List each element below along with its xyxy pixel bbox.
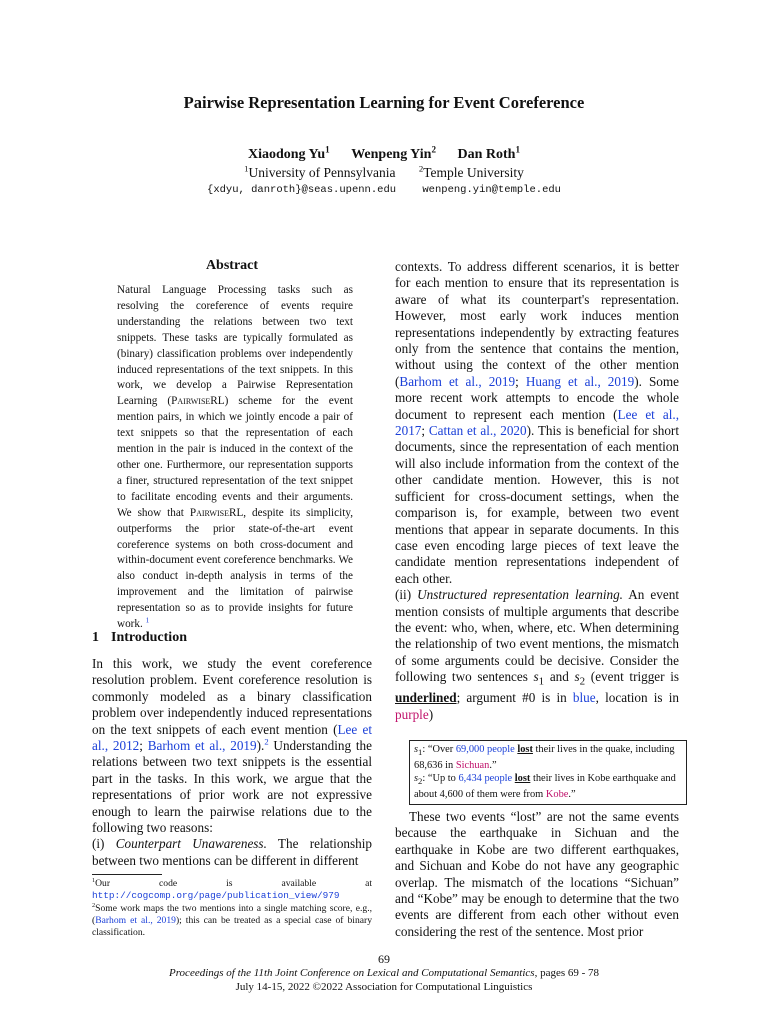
example-box xyxy=(409,740,687,805)
section-heading: 1 Introduction xyxy=(92,630,187,645)
footnote-link[interactable]: 1 xyxy=(145,616,150,625)
citation-link[interactable]: Barhom et al., 2019 xyxy=(399,373,516,389)
footnote: $^2$Some work maps the two mentions into a single matching score, e.g., (Barhom et al., 2019); this can be treated as a special case of binary classification. xyxy=(92,901,372,938)
example-sentence: $s_1$: “Over 69,000 people lost their lives in the quake, including 68,636 in Sichuan.” xyxy=(414,744,675,772)
abstract-body: Natural Language Processing tasks such as resolving the coreference of events require understanding the relations between two text snippets. These tasks are typically formulated as (binary) classification problems over independently induced representations of the text snippets. In this work, we develop a Pairwise Representation Learning (PairwiseRL) scheme for the event mention pairs, in which we jointly encode a pair of text snippets so that the representation of each mention in the pair is induced in the context of the other one. Furthermore, our representation supports a finer, structured representation of the text snippet to facilitate encoding events and their arguments. We show that PairwiseRL, despite its simplicity, outperforms the prior state-of-the-art event coreference systems on both cross-document and within-document event coreference benchmarks. We also conduct in-depth analysis in terms of the improvement and the limitation of pairwise representation so as to provide insights for future work. $^1$ xyxy=(117,284,354,631)
citation-link[interactable]: Cattan et al., 2020 xyxy=(428,423,527,439)
citation-link[interactable]: Barhom et al., 2019 xyxy=(147,738,257,754)
right-column-body-continued: These two events “lost” are not the same events because the earthquake in Sichuan and the earthquake in Kobe are two different earthquakes, and Sichuan and Kobe do not have any geographic overlap. The mismatch of the locations “Sichuan” and “Kobe” may be enough to determine that the two events are different from each other without even considering the rest of the sentence. Most prior xyxy=(395,809,679,939)
abstract-heading: Abstract xyxy=(205,258,259,273)
author: Wenpeng Yin$^2$ xyxy=(351,144,436,162)
affiliation: $^1$University of Pennsylvania xyxy=(244,163,396,180)
affiliation: $^2$Temple University xyxy=(418,163,524,180)
email-list xyxy=(0,184,768,196)
footnote-divider xyxy=(92,874,162,875)
citation-link[interactable]: Lee et al., 2012 xyxy=(92,721,372,754)
author: Dan Roth$^1$ xyxy=(457,144,521,162)
copyright-line: July 14-15, 2022 ©2022 Association for Computational Linguistics xyxy=(235,981,533,993)
proceedings-line: Proceedings of the 11th Joint Conference on Lexical and Computational Semantics, pages 69 - 78 xyxy=(168,967,600,979)
citation-link[interactable]: Huang et al., 2019 xyxy=(525,373,635,389)
footnotes xyxy=(92,878,372,940)
email: {xdyu, danroth}@seas.upenn.edu xyxy=(207,184,397,196)
page-number: 69 xyxy=(378,952,390,966)
affiliation-list xyxy=(0,165,768,181)
intro-body: In this work, we study the event coreference resolution problem. Event coreference resolution is commonly modeled as a binary classification problem over independently induced representations on the text snippets of each event mention (Lee et al., 2012; Barhom et al., 2019).$^2$ Understanding the relations between two text snippets is the essential part in the tasks. In this work, we argue that the representations of prior work are not expressive enough to learn the pairwise relations due to the following two reasons: (i) Counterpart Unawareness. The relationship between two mentions can be different in different xyxy=(92,656,372,868)
paper-title: Pairwise Representation Learning for Event Coreference xyxy=(183,93,585,112)
author-list xyxy=(0,144,768,163)
author: Xiaodong Yu$^1$ xyxy=(247,144,330,162)
citation-link[interactable]: Lee et al., 2017 xyxy=(395,406,679,439)
citation-link[interactable]: Barhom et al., 2019 xyxy=(95,915,176,926)
example-sentence: $s_2$: “Up to 6,434 people lost their lives in Kobe earthquake and about 4,600 of them were from Kobe.” xyxy=(414,773,676,801)
footnote-link[interactable]: 2 xyxy=(264,736,269,747)
footnote: $^1$Our code is available at http://cogcomp.org/page/publication_view/979 xyxy=(92,876,372,901)
email: wenpeng.yin@temple.edu xyxy=(422,184,561,196)
right-column-body: contexts. To address different scenarios, it is better for each mention to ensure that its representation is aware of what its counterpart's representation. However, most early work induces mention representations independently by extracting features only from the sentence that contains the mention, without using the context of the other mention (Barhom et al., 2019; Huang et al., 2019). Some more recent work attempts to encode the whole document to represent each mention (Lee et al., 2017; Cattan et al., 2020). This is beneficial for short documents, since the representation of each mention will also include information from the context of the other candidate mention. However, this is not sufficient for cross-document settings, when the comparison is, for example, between two event mentions that appear in separate documents. In this case even encoding large pieces of text leave the candidate mention representations independent of each other. (ii) Unstructured representation learning. An event mention consists of multiple arguments that describe the event: who, when, where, etc. When determining the relationship of two event mentions, the mismatch of some arguments could be decisive. Consider the following two sentences $s_1$ and $s_2$ (event trigger is underlined; argument #0 is in blue, location is in purple) xyxy=(395,259,679,722)
code-url-link[interactable]: http://cogcomp.org/page/publication_view/979 xyxy=(92,890,340,901)
